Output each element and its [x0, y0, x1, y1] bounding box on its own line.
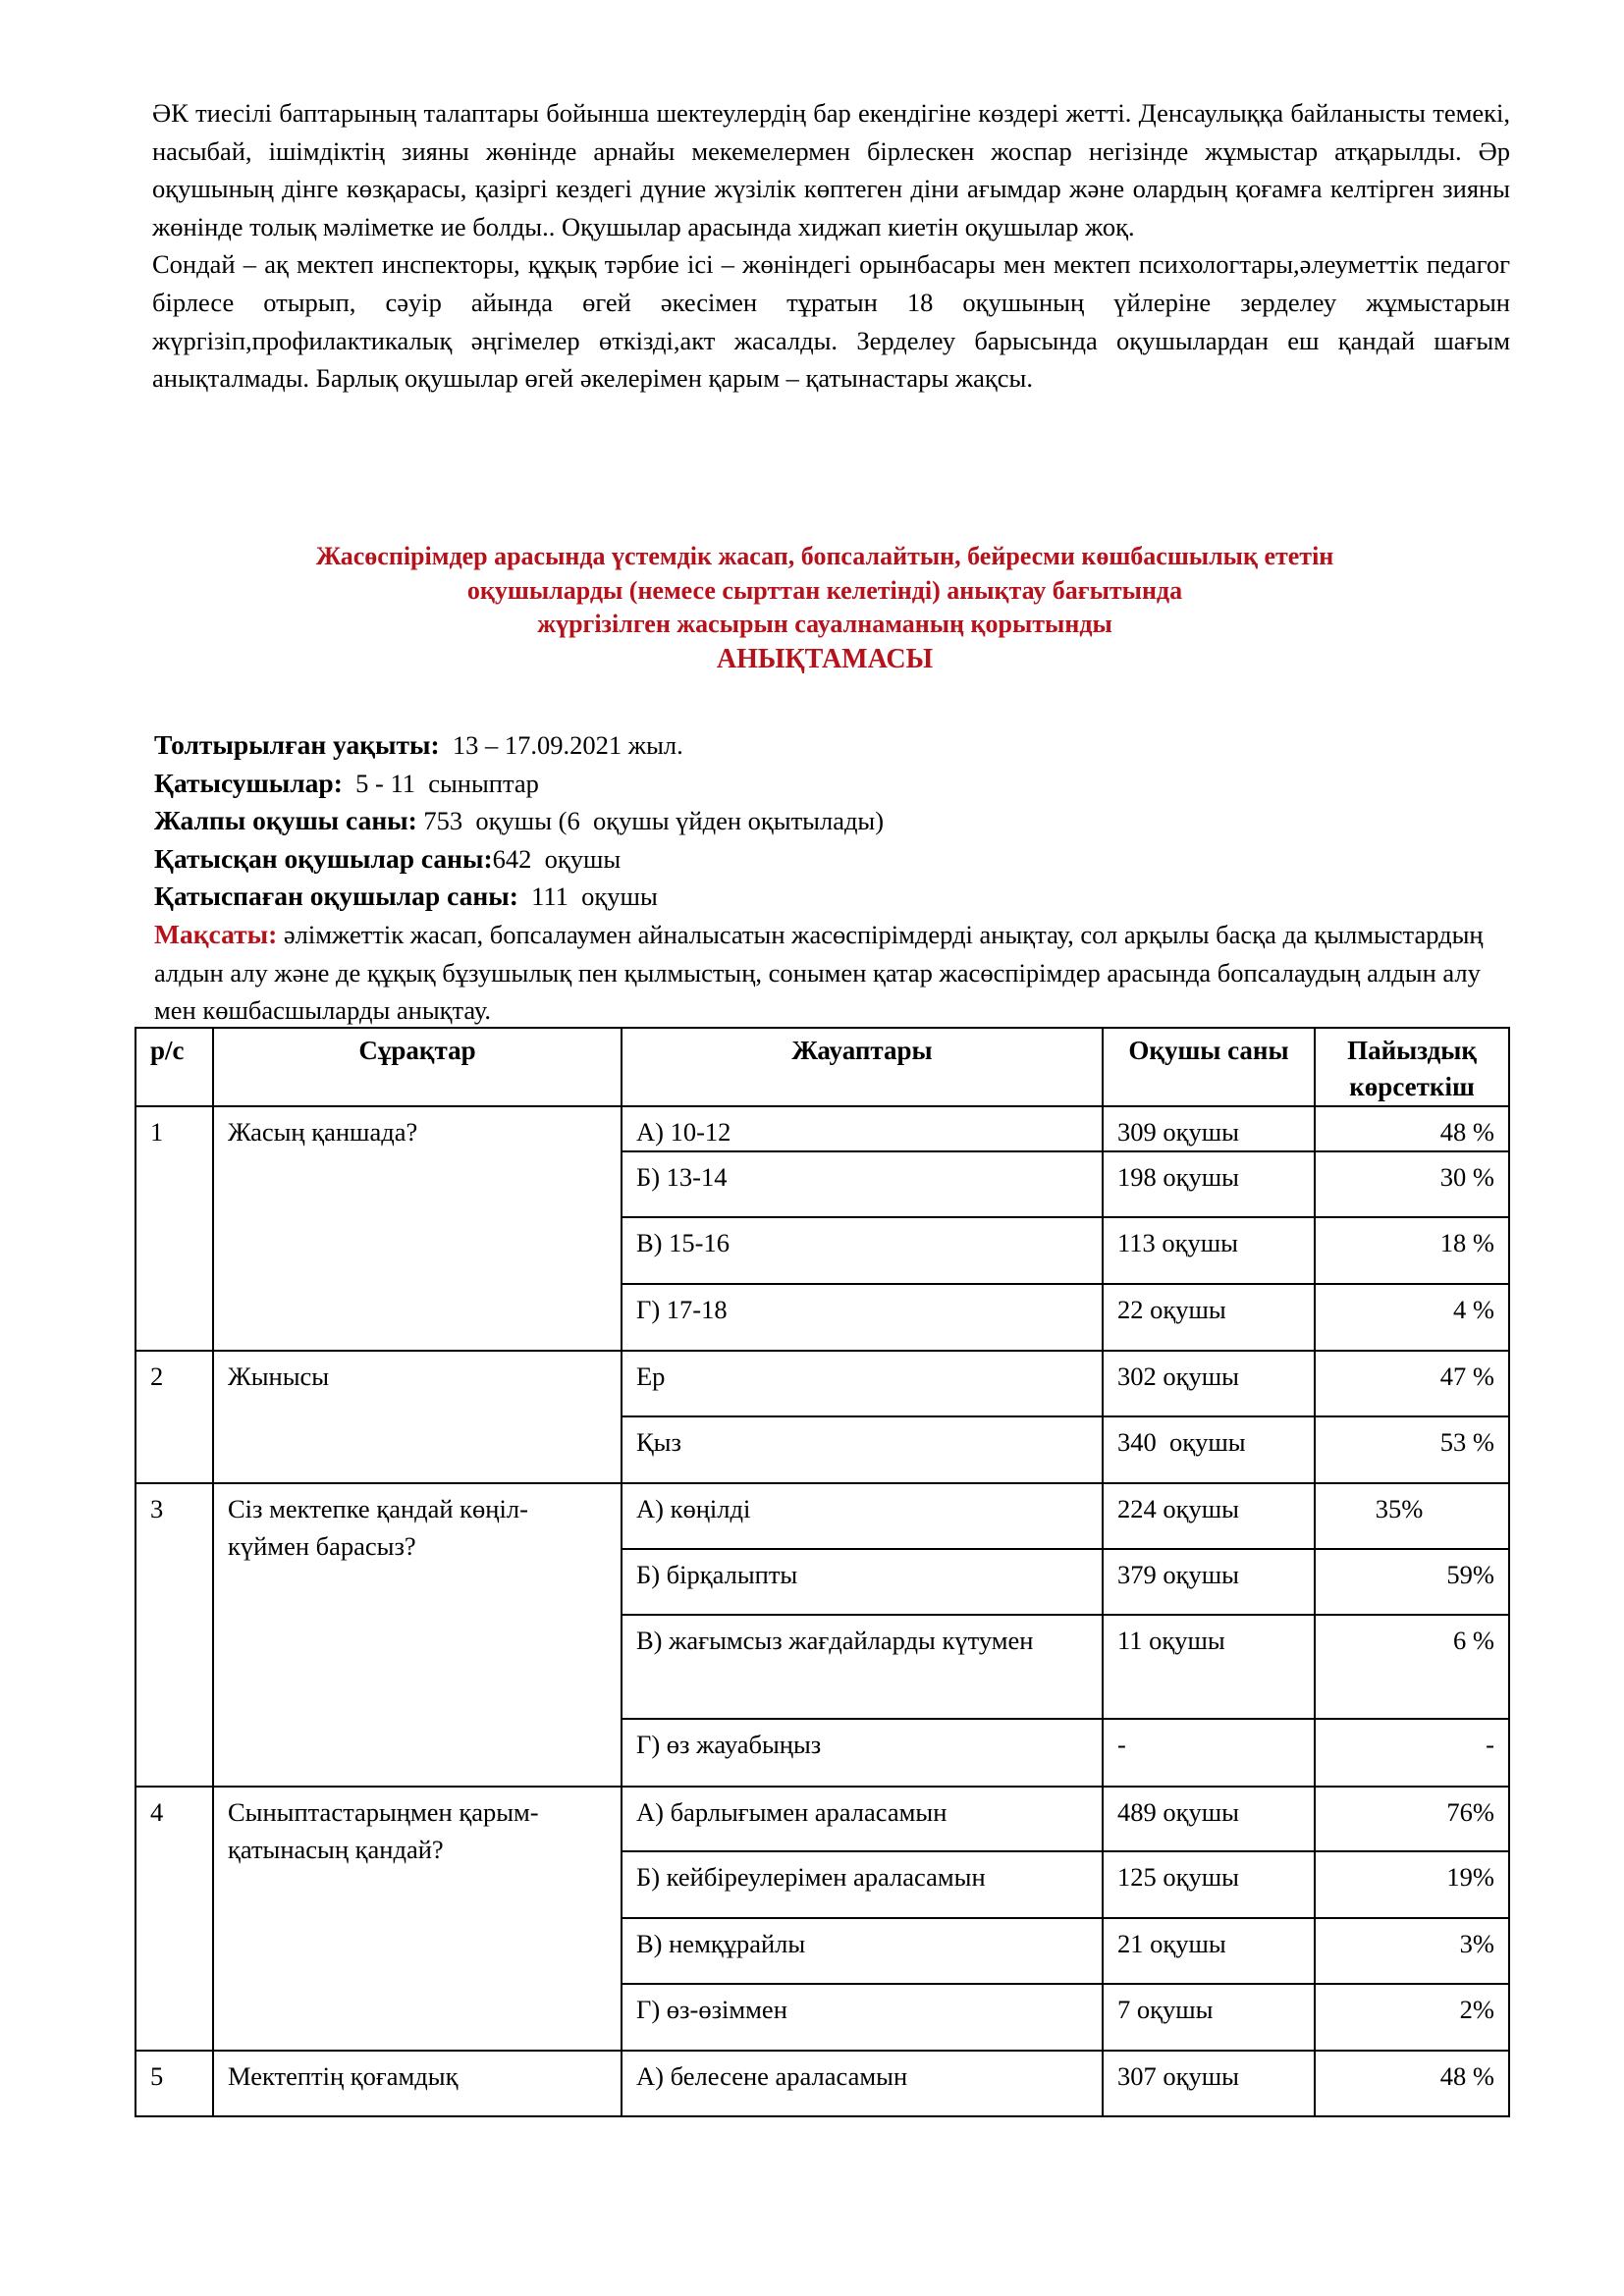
table-header-row	[135, 1028, 1509, 1106]
info-label: Қатысқан оқушылар саны:	[154, 842, 493, 874]
row-percent: 19%	[1315, 1851, 1509, 1918]
row-question: Сыныптастарыңмен қарым-қатынасың қандай?	[213, 1787, 622, 2051]
row-count: 113 оқушы	[1103, 1217, 1315, 1284]
row-percent: 30 %	[1315, 1151, 1509, 1217]
row-answer: Б) бірқалыпты	[622, 1549, 1103, 1615]
title-line: оқушыларды (немесе сырттан келетінді) анықтау бағытында	[466, 575, 1183, 605]
row-percent: 6 %	[1315, 1615, 1509, 1719]
row-num: 4	[135, 1787, 213, 2051]
row-percent: 18 %	[1315, 1217, 1509, 1284]
row-count: 7 оқушы	[1103, 1984, 1315, 2051]
row-count: 307 оқушы	[1103, 2051, 1315, 2116]
row-answer: А) 10-12	[622, 1106, 1103, 1151]
info-goal	[154, 916, 1514, 1030]
row-answer: Г) өз-өзіммен	[622, 1984, 1103, 2051]
row-count: 198 оқушы	[1103, 1151, 1315, 1217]
row-count: 11 оқушы	[1103, 1615, 1315, 1719]
row-count: 302 оқушы	[1103, 1351, 1315, 1416]
info-filled-time	[154, 726, 1514, 765]
row-count: 340 оқушы	[1103, 1416, 1315, 1483]
row-percent: 4 %	[1315, 1284, 1509, 1351]
table-row	[135, 2051, 1509, 2116]
intro-paragraph: Сондай – ақ мектеп инспекторы, құқық тәрбие ісі – жөніндегі орынбасары мен мектеп психологтары,әлеуметтік педагог бірлесе отырып, сәуір айында өгей әкесімен тұратын 18 оқушының үйлеріне зерделеу жұмыстарын жүргізіп,профилактикалық әңгімелер өткізді,акт жасалды. Зерделеу барысында оқушылардан еш қандай шағым анықталмады. Барлық оқушылар өгей әкелерімен қарым – қатынастары жақсы.	[152, 249, 1510, 394]
info-value: 111 оқушы	[517, 881, 658, 912]
row-count: 489 оқушы	[1103, 1787, 1315, 1851]
row-question: Жынысы	[213, 1351, 622, 1483]
row-percent: 48 %	[1315, 1106, 1509, 1151]
row-answer: Ер	[622, 1351, 1103, 1416]
info-value: 642 оқушы	[492, 843, 622, 874]
table-row	[135, 1351, 1509, 1416]
row-question: Жасың қаншада?	[213, 1106, 622, 1351]
survey-results-table	[135, 1027, 1510, 2117]
row-answer: Қыз	[622, 1416, 1103, 1483]
row-answer: Г) өз жауабыңыз	[622, 1719, 1103, 1787]
header-question: Сұрақтар	[213, 1028, 622, 1106]
info-value: 13 – 17.09.2021 жыл.	[439, 730, 683, 760]
row-answer: В) немқұрайлы	[622, 1918, 1103, 1984]
header-count: Оқушы саны	[1103, 1028, 1315, 1106]
info-attended	[154, 840, 1514, 879]
header-num: р/с	[135, 1028, 213, 1106]
row-question: Сіз мектепке қандай көңіл-күймен барасыз?	[213, 1483, 622, 1787]
row-count: 22 оқушы	[1103, 1284, 1315, 1351]
info-value: 753 оқушы (6 оқушы үйден оқытылады)	[416, 806, 885, 836]
header-answers: Жауаптары	[622, 1028, 1103, 1106]
row-percent: 59%	[1315, 1549, 1509, 1615]
row-percent: 53 %	[1315, 1416, 1509, 1483]
info-label: Қатыспаған оқушылар саны:	[154, 881, 518, 912]
row-count: 224 оқушы	[1103, 1483, 1315, 1549]
row-answer: А) барлығымен араласамын	[622, 1787, 1103, 1851]
row-count: 309 оқушы	[1103, 1106, 1315, 1151]
row-count: -	[1103, 1719, 1315, 1787]
info-label: Толтырылған уақыты:	[154, 729, 440, 760]
row-num: 5	[135, 2051, 213, 2116]
title-main: АНЫҚТАМАСЫ	[716, 643, 934, 674]
info-label: Жалпы оқушы саны:	[154, 805, 417, 836]
info-total	[154, 802, 1514, 840]
title-line: жүргізілген жасырын сауалнаманың қорытынды	[537, 610, 1112, 638]
row-answer: В) жағымсыз жағдайларды күтумен	[622, 1615, 1103, 1719]
row-question: Мектептің қоғамдық	[213, 2051, 622, 2116]
row-answer: А) белесене араласамын	[622, 2051, 1103, 2116]
info-label: Қатысушылар:	[154, 767, 343, 798]
row-answer: Г) 17-18	[622, 1284, 1103, 1351]
header-percent: Пайыздық көрсеткіш	[1315, 1028, 1509, 1106]
info-absent	[154, 878, 1514, 916]
row-answer: Б) кейбіреулерімен араласамын	[622, 1851, 1103, 1918]
title-line: Жасөспірімдер арасында үстемдік жасап, бопсалайтын, бейресми көшбасшылық ететін	[315, 542, 1334, 570]
row-count: 21 оқушы	[1103, 1918, 1315, 1984]
row-answer: Б) 13-14	[622, 1151, 1103, 1217]
row-count: 379 оқушы	[1103, 1549, 1315, 1615]
intro-text	[152, 94, 1510, 398]
table-row	[135, 1483, 1509, 1549]
info-value: 5 - 11 сыныптар	[342, 768, 539, 798]
row-percent: 47 %	[1315, 1351, 1509, 1416]
survey-info	[154, 726, 1514, 1030]
info-label: Мақсаты:	[154, 918, 278, 949]
info-participants	[154, 765, 1514, 803]
row-answer: В) 15-16	[622, 1217, 1103, 1284]
row-percent: 48 %	[1315, 2051, 1509, 2116]
table-row	[135, 1787, 1509, 1851]
row-percent: 2%	[1315, 1984, 1509, 2051]
report-title	[137, 540, 1512, 677]
row-count: 125 оқушы	[1103, 1851, 1315, 1918]
row-answer: А) көңілді	[622, 1483, 1103, 1549]
row-percent: -	[1315, 1719, 1509, 1787]
info-value: әлімжеттік жасап, бопсалаумен айналысатын жасөспірімдерді анықтау, сол арқылы басқа да қылмыстардың алдын алу және де құқық бұзушылық пен қылмыстың, сонымен қатар жасөспірімдер арасында бопсалаудың алдын алу мен көшбасшыларды анықтау.	[154, 919, 1484, 1026]
row-num: 1	[135, 1106, 213, 1351]
row-percent: 76%	[1315, 1787, 1509, 1851]
row-percent: 35%	[1315, 1483, 1509, 1549]
row-num: 2	[135, 1351, 213, 1483]
row-percent: 3%	[1315, 1918, 1509, 1984]
row-num: 3	[135, 1483, 213, 1787]
intro-paragraph: ӘК тиесілі баптарының талаптары бойынша шектеулердің бар екендігіне көздері жетті. Денсаулыққа байланысты темекі, насыбай, ішімдіктің зияны жөнінде арнайы мекемелермен бірлескен жоспар негізінде жұмыстар атқарылды. Әр оқушының дінге көзқарасы, қазіргі кездегі дүние жүзілік көптеген діни ағымдар және олардың қоғамға келтірген зияны жөнінде толық мәліметке ие болды.. Оқушылар арасында хиджап киетін оқушылар жоқ.	[152, 98, 1510, 241]
table-row	[135, 1106, 1509, 1151]
